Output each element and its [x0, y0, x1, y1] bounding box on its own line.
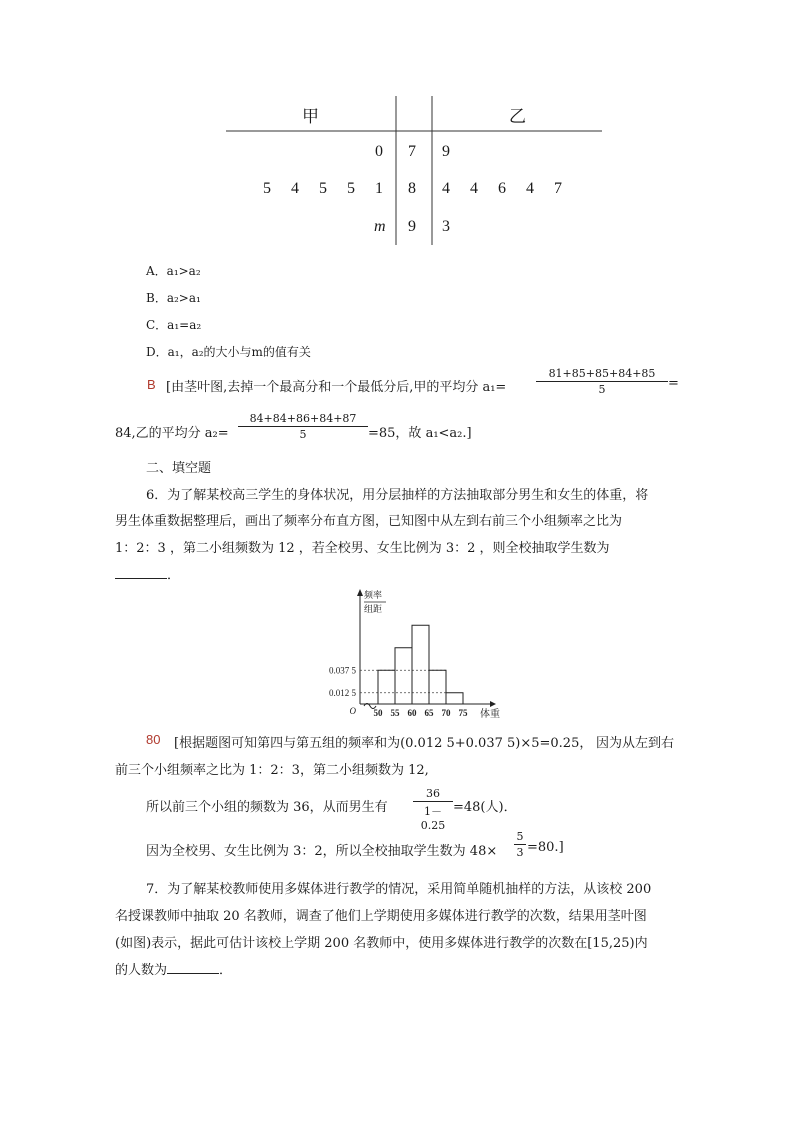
answer-explanation-cont: 84,乙的平均分 a₂=: [115, 426, 229, 441]
x-tick-label: 65: [424, 708, 434, 718]
leaf-right: 3: [442, 218, 450, 235]
histogram-bar: [378, 670, 395, 704]
answer-blank[interactable]: [115, 566, 167, 579]
fraction-numerator: 84+84+86+84+87: [249, 412, 357, 425]
question-7-line-4: [115, 959, 232, 978]
equals-sign: =: [668, 376, 679, 391]
x-tick-label: 70: [441, 708, 451, 718]
fraction-mean-b: [238, 412, 368, 441]
section-title: 二、填空题: [146, 461, 212, 476]
leaf-left: 5: [319, 180, 327, 197]
x-axis-label: 体重: [480, 709, 500, 720]
question-6-line-1: 6．为了解某校高三学生的身体状况，用分层抽样的方法抽取部分男生和女生的体重，将: [146, 488, 649, 503]
question-7-line-3: (如图)表示，据此可估计该校上学期 200 名教师中，使用多媒体进行教学的次数在[15,25)内: [115, 936, 648, 951]
fraction-bar: [514, 844, 526, 845]
leaf-right: 9: [442, 143, 450, 160]
question-6-end: ．: [167, 568, 181, 583]
y-axis-label-bottom: 组距: [364, 604, 383, 614]
option-c: C．a₁=a₂: [146, 318, 202, 332]
stem-leaf-header-left: 甲: [302, 107, 319, 127]
option-b: B．a₂>a₁: [146, 291, 201, 305]
question-6-line-3: 1：2：3 ，第二小组频数为 12 ，若全校男、女生比例为 3：2 ，则全校抽取学生数为: [115, 541, 610, 556]
option-a: A．a₁>a₂: [146, 264, 201, 278]
leaf-left: 0: [375, 143, 383, 160]
answer-explanation-line-4-end: =80.]: [527, 840, 564, 855]
leaf-left-variable: m: [374, 218, 386, 235]
question-6-line-2: 男生体重数据整理后，画出了频率分布直方图，已知图中从左到右前三个小组频率之比为: [115, 514, 623, 529]
question-7-line-1: 7．为了解某校教师使用多媒体进行教学的情况，采用简单随机抽样的方法，从该校 200: [146, 882, 652, 897]
question-7-line-2: 名授课教师中抽取 20 名教师，调查了他们上学期使用多媒体进行教学的次数，结果用茎叶图: [115, 909, 647, 924]
origin-label: O: [349, 706, 356, 716]
fraction-denominator: 5: [598, 383, 606, 396]
stem: 8: [408, 180, 416, 197]
leaf-left: 1: [375, 180, 383, 197]
leaf-right: 7: [554, 180, 562, 197]
answer-explanation: [根据题图可知第四与第五组的频率和为(0.012 5+0.037 5)×5=0.25，: [174, 736, 593, 751]
fraction-male-count: [413, 787, 453, 832]
leaf-right: 4: [526, 180, 534, 197]
fraction-bar: [413, 801, 453, 802]
histogram-plot-area: [329, 589, 500, 720]
answer-letter: B: [147, 377, 156, 392]
leaf-right: 4: [470, 180, 478, 197]
stem: 7: [408, 143, 416, 160]
leaf-left: 5: [347, 180, 355, 197]
answer-explanation-line-4: 因为全校男、女生比例为 3：2，所以全校抽取学生数为 48×: [146, 844, 498, 859]
answer-value: 80: [146, 732, 161, 747]
x-tick-label: 55: [390, 708, 400, 718]
x-axis-arrow: [490, 701, 496, 707]
stem-leaf-header-right: 乙: [509, 107, 526, 127]
answer-explanation-end: =85，故 a₁<a₂.]: [368, 426, 472, 441]
histogram-bar: [446, 693, 463, 704]
fraction-numerator: 81+85+85+84+85: [548, 367, 656, 380]
answer-explanation-overlap: 因为从左到右: [596, 736, 675, 751]
question-6-line-4: [115, 564, 180, 583]
fraction-denominator: 5: [299, 428, 307, 441]
stem: 9: [408, 218, 416, 235]
y-tick-label: 0.012 5: [329, 687, 356, 698]
x-tick-label: 50: [373, 708, 383, 718]
option-d: D．a₁，a₂的大小与m的值有关: [146, 345, 311, 359]
fraction-numerator: 36: [426, 787, 440, 800]
leaf-left: 5: [263, 180, 271, 197]
y-axis-label-top: 频率: [364, 590, 383, 600]
histogram-chart: [320, 586, 510, 722]
fraction-mean-a: [536, 367, 668, 396]
stem-leaf-lines: [0, 0, 794, 260]
histogram-bar: [412, 625, 429, 704]
fraction-denominator: 3: [516, 846, 524, 859]
question-7-end: ．: [219, 963, 233, 978]
x-tick-label: 75: [458, 708, 468, 718]
histogram-bar: [429, 670, 446, 704]
answer-explanation: [由茎叶图,去掉一个最高分和一个最低分后,甲的平均分 a₁=: [166, 380, 507, 395]
y-tick-label: 0.037 5: [329, 665, 356, 676]
answer-explanation-line-2: 前三个小组频率之比为 1：2：3，第二小组频数为 12,: [115, 763, 429, 778]
answer-blank[interactable]: [167, 961, 219, 974]
fraction-bar: [238, 426, 368, 427]
answer-explanation-line-3: 所以前三个小组的频数为 36，从而男生有: [146, 800, 388, 815]
fraction-ratio: [514, 830, 526, 859]
x-tick-label: 60: [407, 708, 417, 718]
fraction-numerator: 5: [516, 830, 524, 843]
y-axis-arrow: [357, 589, 363, 596]
leaf-right: 6: [498, 180, 506, 197]
fraction-denominator: 1－0.25: [420, 805, 446, 832]
histogram-bar: [395, 648, 412, 704]
leaf-right: 4: [442, 180, 450, 197]
question-7-start: 的人数为: [115, 963, 168, 978]
leaf-left: 4: [291, 180, 299, 197]
answer-explanation-line-3-end: =48(人)．: [453, 800, 517, 815]
fraction-bar: [536, 381, 668, 382]
